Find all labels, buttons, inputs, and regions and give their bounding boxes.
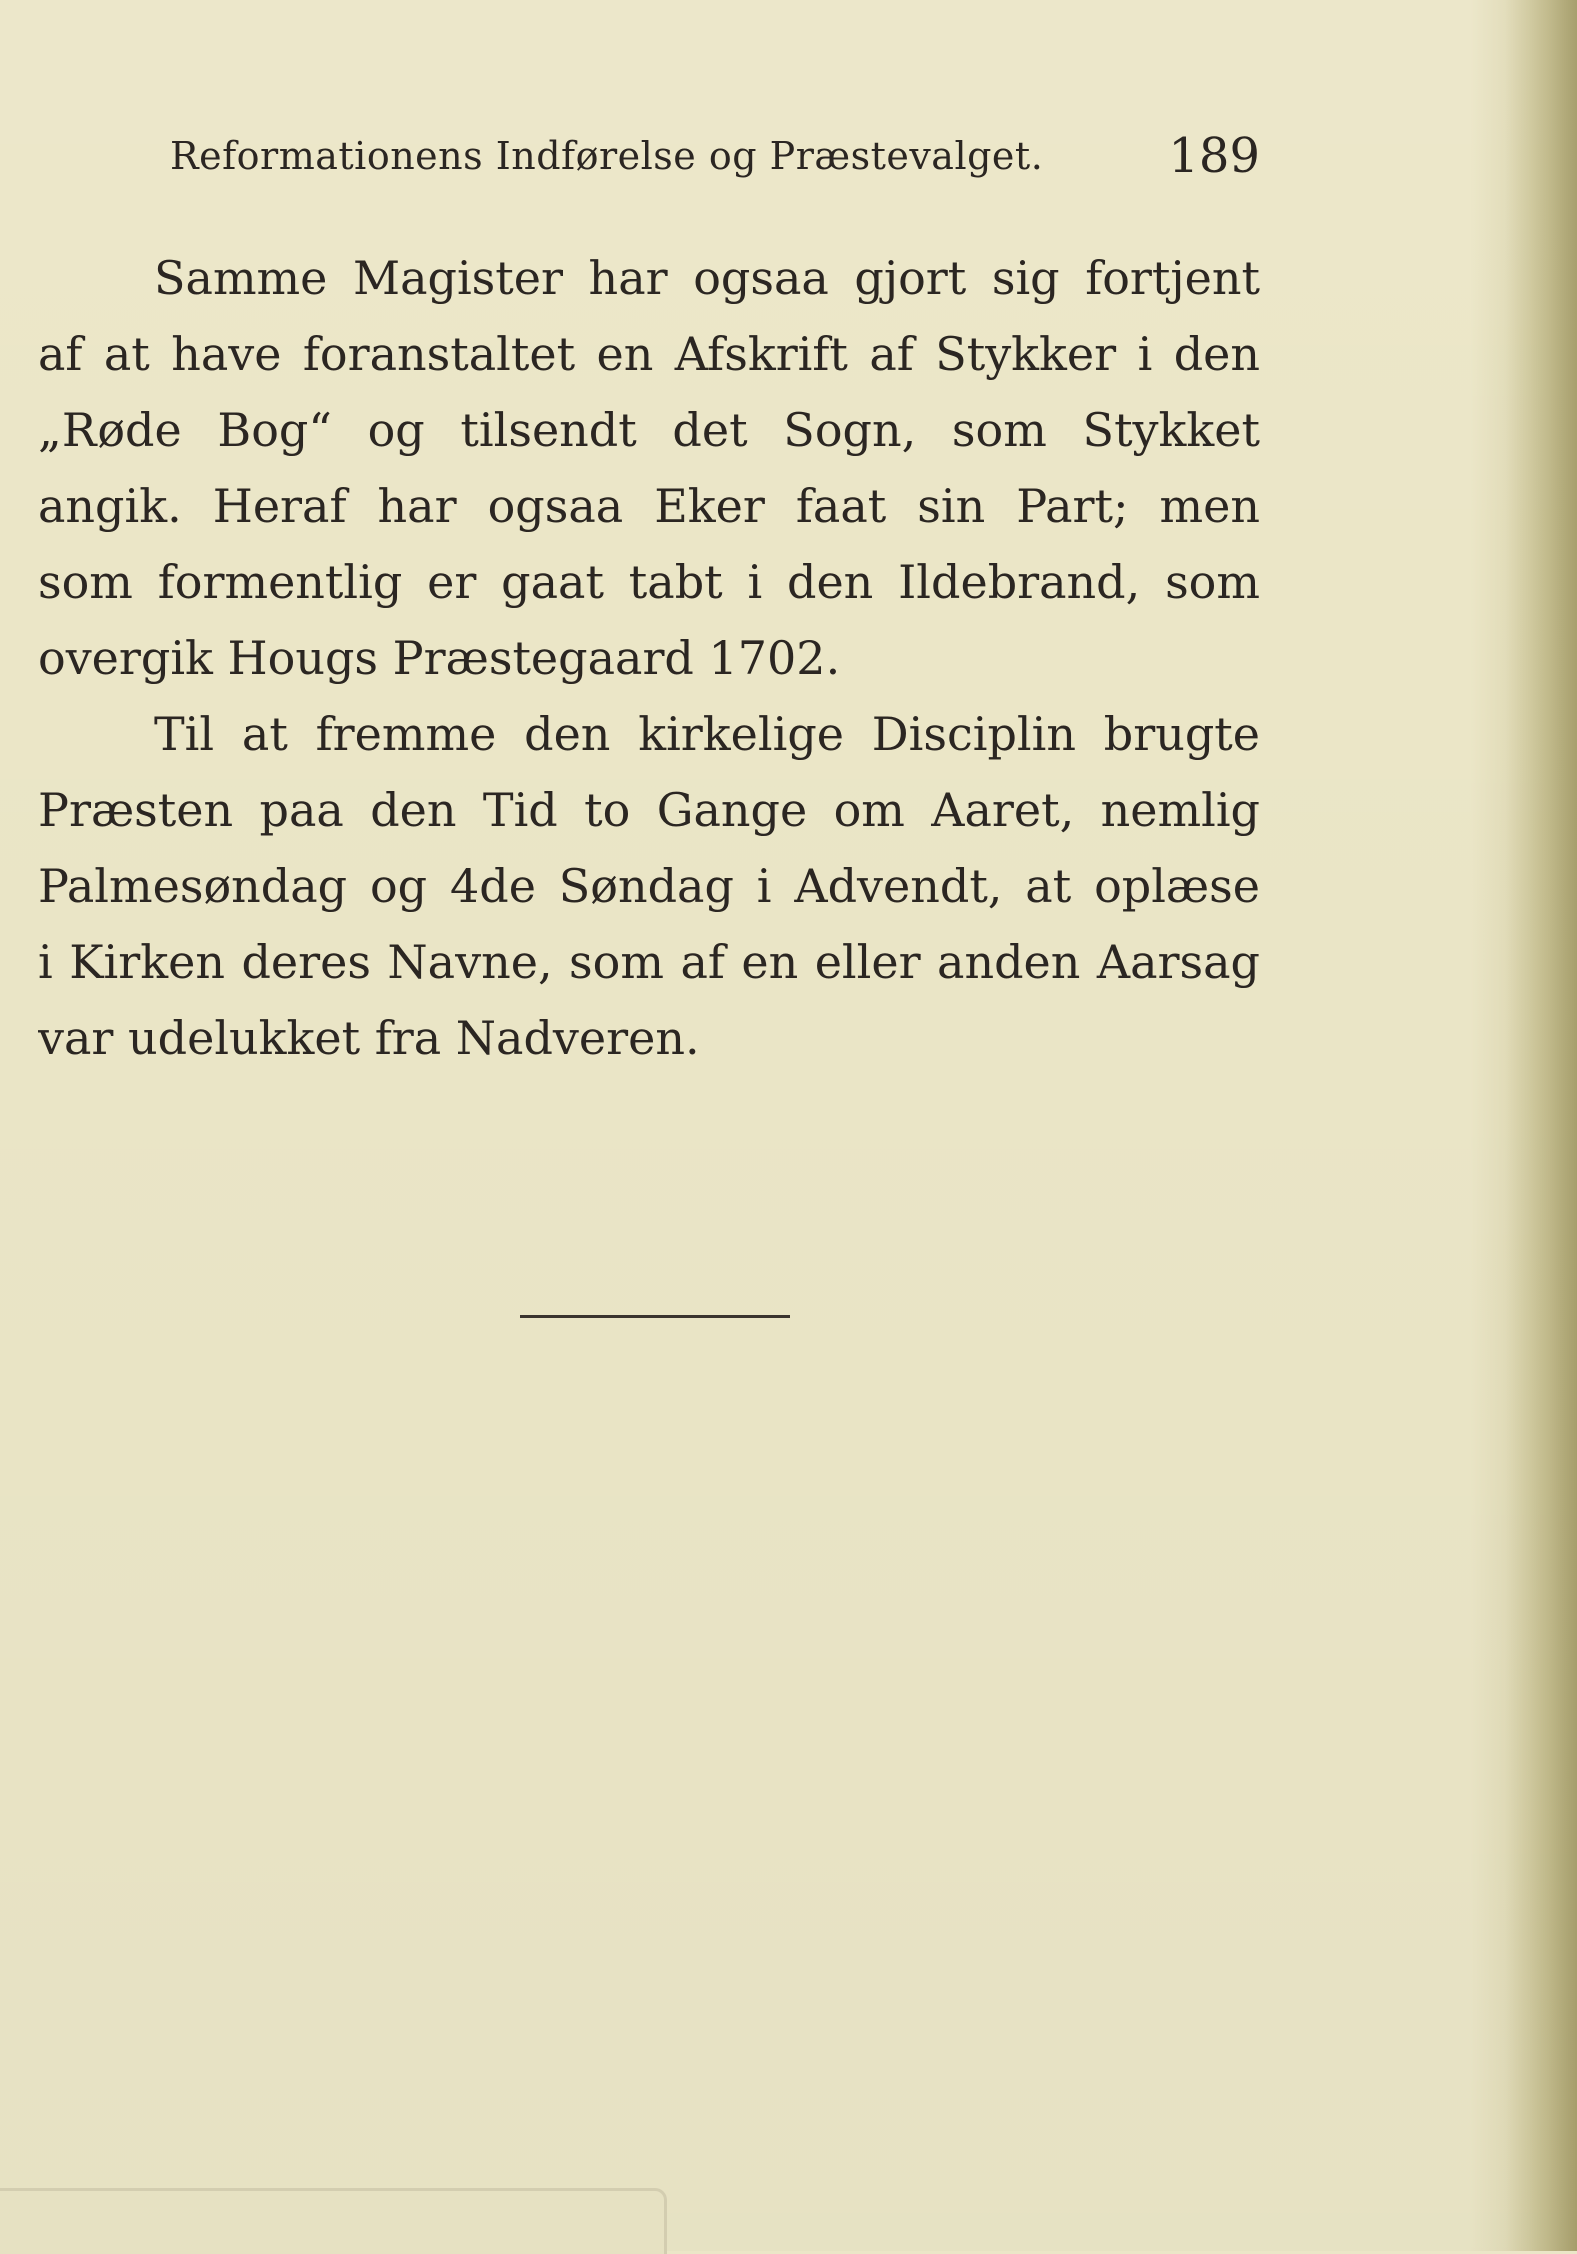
text-line: Præsten paa den Tid to Gange om Aaret, nemlig [38,783,1260,837]
page-number: 189 [1168,128,1260,184]
text-line: af at have foranstaltet en Afskrift af Stykker i den [38,327,1260,381]
text-line: som formentlig er gaat tabt i den Ildebrand, som [38,555,1260,609]
text-line: angik. Heraf har ogsaa Eker faat sin Part; men [38,479,1260,533]
text-line: i Kirken deres Navne, som af en eller anden Aarsag [38,935,1260,989]
underlying-page-edge [0,2188,667,2254]
page-edge-shading [1505,0,1577,2251]
text-line: Til at fremme den kirkelige Disciplin brugte [154,707,1260,761]
text-line: overgik Hougs Præstegaard 1702. [38,631,841,685]
text-line: „Røde Bog“ og tilsendt det Sogn, som Stykket [38,403,1260,457]
text-line: var udelukket fra Nadveren. [38,1011,700,1065]
text-line: Samme Magister har ogsaa gjort sig fortjent [154,251,1260,305]
section-end-rule [520,1315,790,1318]
text-line: Palmesøndag og 4de Søndag i Advendt, at oplæse [38,859,1260,913]
running-title: Reformationens Indførelse og Præstevalget. [170,134,1044,178]
running-header [170,128,1260,188]
body-text [38,240,1260,1076]
